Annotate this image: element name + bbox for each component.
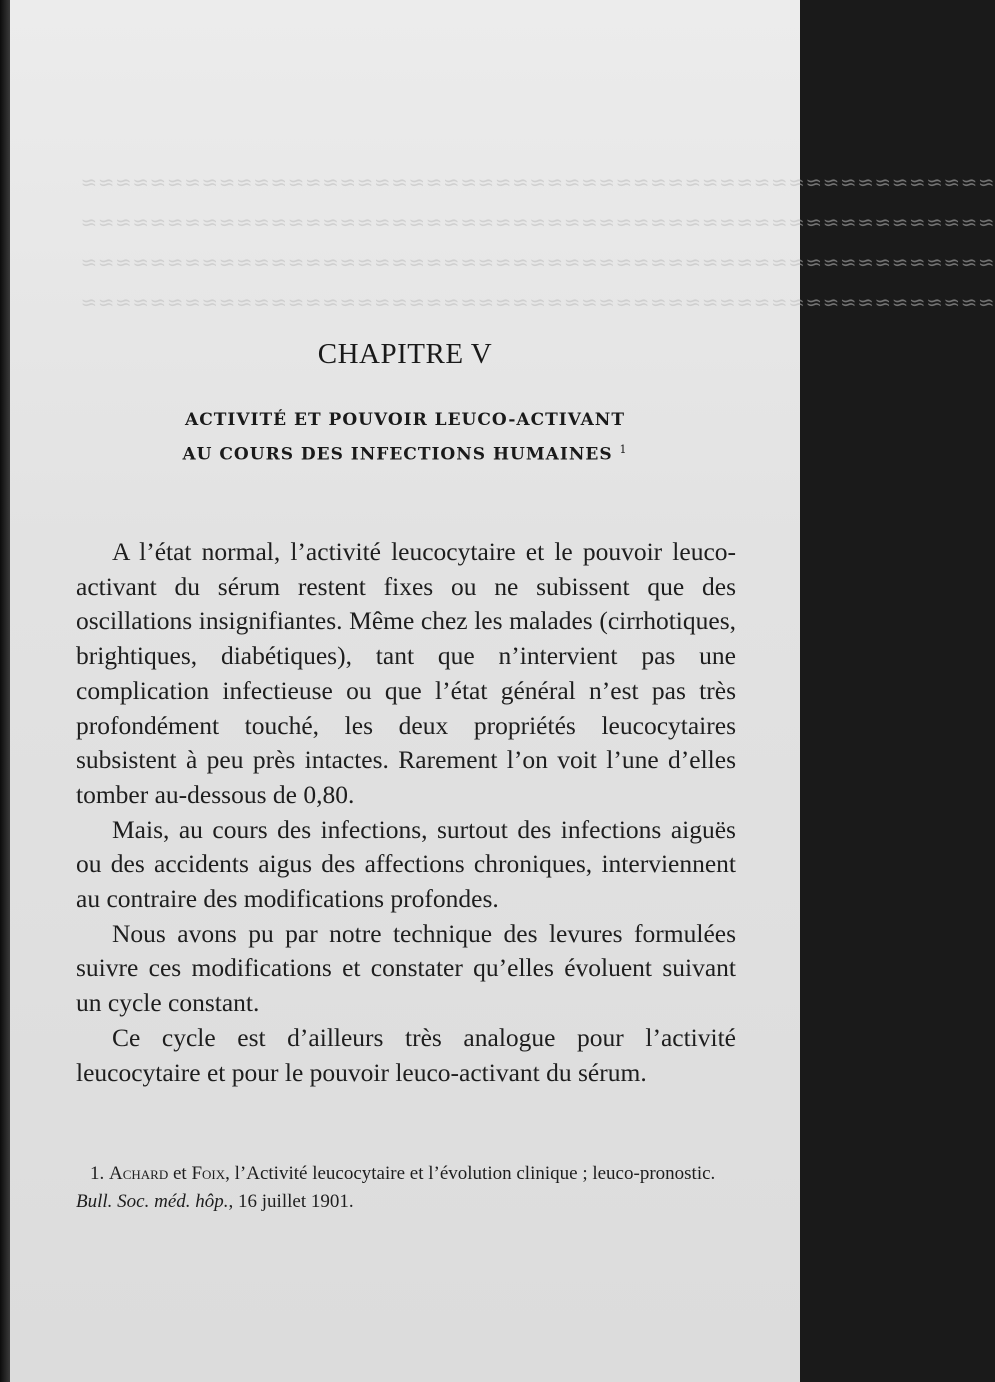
chapter-subtitle-line-2: [10, 443, 800, 465]
footnote-title: , l’Activité leucocytaire et l’évolution clinique ; leuco-pronostic.: [225, 1163, 716, 1184]
chapter-subtitle-line-2-text: AU COURS DES INFECTIONS HUMAINES: [182, 444, 613, 465]
footnote: [76, 1160, 736, 1216]
body-text: [76, 535, 736, 1090]
bleed-through-texture: ≈≈≈≈≈≈≈≈≈≈≈≈≈≈≈≈≈≈≈≈≈≈≈≈≈≈≈≈≈≈≈≈≈≈≈≈≈≈≈≈≈≈≈≈≈≈≈≈≈≈≈≈≈: [80, 210, 995, 234]
paragraph: Mais, au cours des infections, surtout des infections aiguës ou des accidents aigus des affections chroniques, interviennent au contraire des modifications profondes.: [76, 814, 736, 914]
paragraph: Ce cycle est d’ailleurs très analogue pour l’activité leucocytaire et pour le pouvoir leuco-activant du sérum.: [76, 1022, 736, 1087]
chapter-subtitle-line-1: ACTIVITÉ ET POUVOIR LEUCO-ACTIVANT: [185, 410, 625, 430]
paragraph: Nous avons pu par notre technique des levures formulées suivre ces modifications et constater qu’elles évoluent suivant un cycle constant.: [76, 918, 736, 1018]
paragraph: A l’état normal, l’activité leucocytaire et le pouvoir leuco-activant du sérum restent fixes ou ne subissent que des oscillations insignifiantes. Même chez les malades (cirrhotiques, brightiques, diabétiques), tant que n’intervient pas une complication infectieuse ou que l’état général n’est pas très profondément touché, les deux propriétés leucocytaires subsistent à peu près intactes. Rarement l’on voit l’une d’elles tomber au-dessous de 0,80.: [76, 537, 736, 809]
footnote-number: 1.: [90, 1163, 105, 1184]
chapter-title: CHAPITRE V: [317, 338, 493, 370]
page-binding-edge: [0, 0, 10, 1382]
footnote-date: , 16 juillet 1901.: [228, 1191, 354, 1212]
bleed-through-texture: ≈≈≈≈≈≈≈≈≈≈≈≈≈≈≈≈≈≈≈≈≈≈≈≈≈≈≈≈≈≈≈≈≈≈≈≈≈≈≈≈≈≈≈≈≈≈≈≈≈≈≈≈≈: [80, 290, 995, 314]
bleed-through-texture: ≈≈≈≈≈≈≈≈≈≈≈≈≈≈≈≈≈≈≈≈≈≈≈≈≈≈≈≈≈≈≈≈≈≈≈≈≈≈≈≈≈≈≈≈≈≈≈≈≈≈≈≈≈: [80, 170, 995, 194]
footnote-journal: Bull. Soc. méd. hôp.: [76, 1191, 229, 1212]
footnote-author-1: Achard: [109, 1163, 169, 1184]
footnote-author-2: Foix: [191, 1163, 226, 1184]
footnote-conjunction: et: [172, 1163, 187, 1184]
bleed-through-texture: ≈≈≈≈≈≈≈≈≈≈≈≈≈≈≈≈≈≈≈≈≈≈≈≈≈≈≈≈≈≈≈≈≈≈≈≈≈≈≈≈≈≈≈≈≈≈≈≈≈≈≈≈≈: [80, 250, 995, 274]
book-page: [10, 0, 995, 1382]
footnote-marker: 1: [619, 443, 628, 456]
